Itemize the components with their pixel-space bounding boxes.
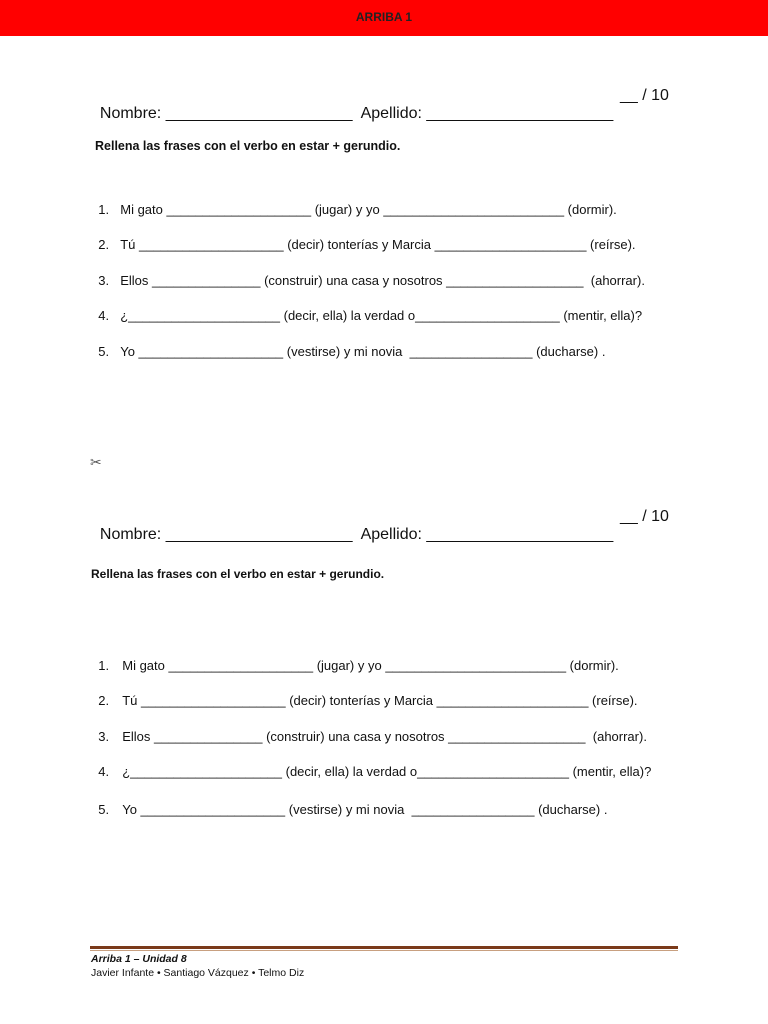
footer-authors: Javier Infante • Santiago Vázquez • Telmo Diz [91,967,305,979]
item-text: ¿_____________________ (decir, ella) la verdad o____________________ (mentir, ella)? [120,308,643,323]
item-text: Mi gato ____________________ (jugar) y yo _________________________ (dormir). [122,658,619,673]
item-number: 1. [98,202,110,217]
scissors-icon: ✂ [90,454,102,470]
footer-divider [90,946,678,949]
item-number: 2. [98,693,110,708]
item-number: 5. [98,344,110,359]
item-number: 2. [98,237,110,252]
exercise-item [91,187,617,217]
exercise-item [91,258,645,288]
instruction: Rellena las frases con el verbo en estar + gerundio. [91,567,385,581]
exercise-item [91,787,608,817]
item-number: 3. [98,273,110,288]
name-row [91,87,691,122]
score-label: __ / 10 [620,87,669,104]
item-text: Yo ____________________ (vestirse) y mi novia _________________ (ducharse) . [122,802,608,817]
footer-divider-thin [90,950,678,951]
item-number: 3. [98,729,110,744]
name-row-text: Nombre: _____________________ Apellido: _____________________ [99,526,614,543]
exercise-item [91,749,652,779]
exercise-item [91,329,606,359]
exercise-item [91,293,643,323]
item-text: Ellos _______________ (construir) una casa y nosotros ___________________ (ahorrar). [120,273,645,288]
instruction: Rellena las frases con el verbo en estar + gerundio. [95,139,401,153]
header-title: ARRIBA 1 [355,10,413,24]
name-row-text: Nombre: _____________________ Apellido: _____________________ [99,105,614,122]
score-label: __ / 10 [620,508,669,525]
item-number: 4. [98,764,110,779]
footer-unit-title: Arriba 1 – Unidad 8 [91,953,187,965]
exercise-item [91,222,636,252]
item-number: 1. [98,658,110,673]
item-text: Tú ____________________ (decir) tonterías y Marcia _____________________ (reírse). [120,237,636,252]
item-text: Yo ____________________ (vestirse) y mi novia _________________ (ducharse) . [120,344,606,359]
name-row [91,508,691,543]
item-text: Ellos _______________ (construir) una casa y nosotros ___________________ (ahorrar). [122,729,647,744]
item-text: ¿_____________________ (decir, ella) la verdad o_____________________ (mentir, ella)? [122,764,652,779]
item-number: 5. [98,802,110,817]
item-number: 4. [98,308,110,323]
item-text: Mi gato ____________________ (jugar) y yo _________________________ (dormir). [120,202,617,217]
exercise-item [91,714,647,744]
exercise-item [91,643,619,673]
item-text: Tú ____________________ (decir) tonterías y Marcia _____________________ (reírse). [122,693,638,708]
exercise-item [91,678,638,708]
